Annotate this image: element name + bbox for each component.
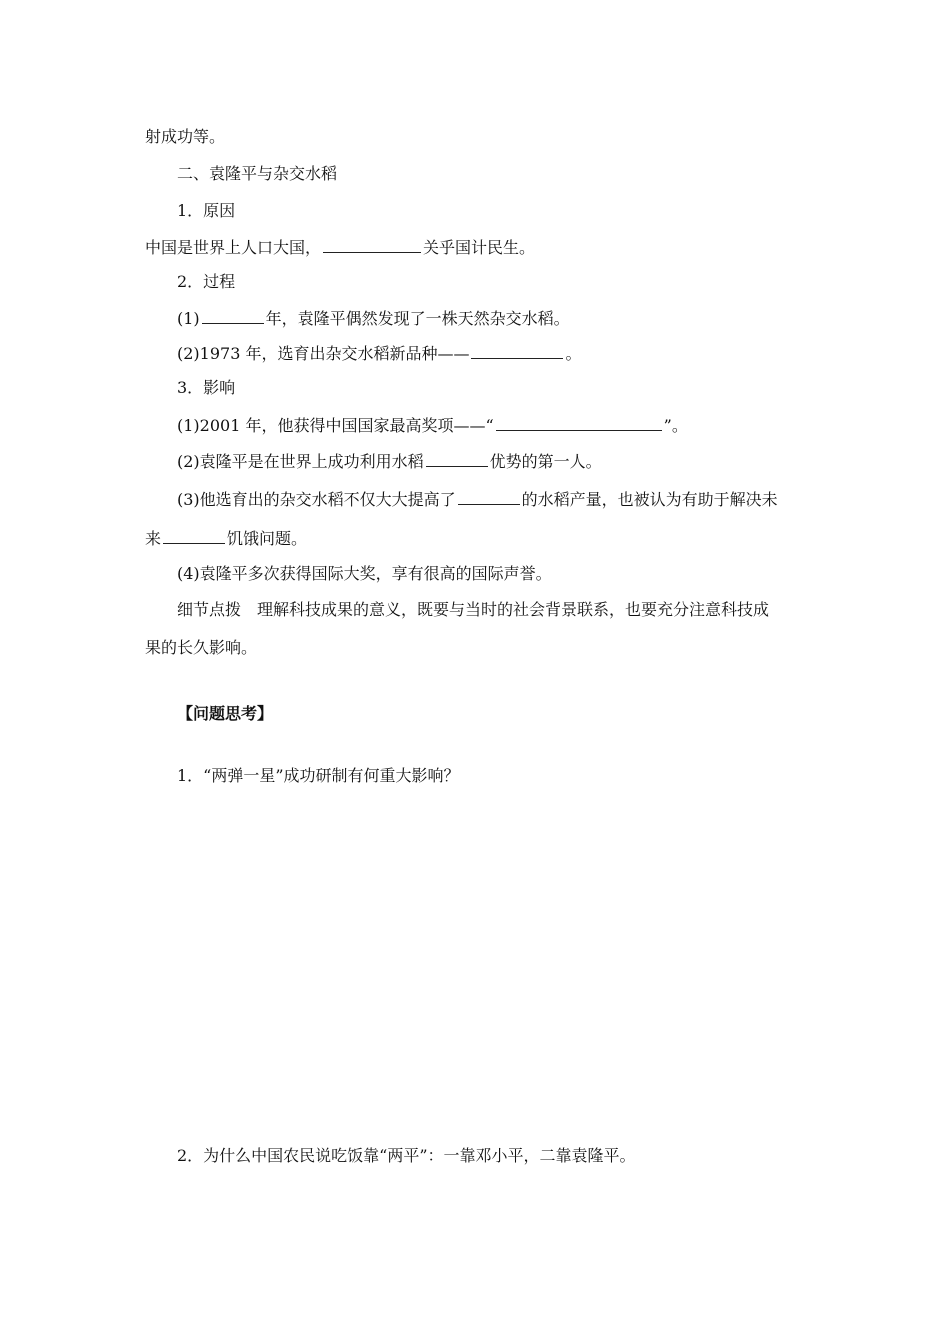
subheading-process [177,272,235,292]
tip-text: 果的长久影响。 [145,638,258,657]
section-title: 二、袁隆平与杂交水稻 [177,164,338,183]
fill-line-influence-3 [177,489,778,510]
line-text: 饥饿问题。 [227,529,308,548]
line-text: 射成功等。 [145,127,226,146]
tip-text: 细节点拨 理解科技成果的意义，既要与当时的社会背景联系，也要充分注意科技成 [177,600,770,619]
line-text: (1)2001 年，他获得中国国家最高奖项——“ [177,416,494,435]
question-1 [177,766,460,786]
answer-blank[interactable] [496,415,662,431]
text-line-influence-4 [177,564,552,584]
subheading-text: 2．过程 [177,272,236,291]
fill-line-influence-3-cont [145,528,307,549]
line-text: 关乎国计民生。 [423,238,536,257]
line-text: (1) [177,309,200,328]
line-text: 来 [145,529,162,548]
answer-blank[interactable] [471,343,563,359]
answer-blank[interactable] [458,489,520,505]
answer-blank[interactable] [426,451,488,467]
line-text: (2)1973 年，选育出杂交水稻新品种—— [177,344,470,363]
question-2 [177,1146,636,1166]
line-text: 。 [565,344,582,363]
fill-line-influence-2 [177,451,602,472]
answer-blank[interactable] [202,308,264,324]
subheading-text: 3．影响 [177,378,236,397]
question-section-heading [177,704,273,724]
line-text: 年，袁隆平偶然发现了一株天然杂交水稻。 [265,309,570,328]
line-text: (4)袁隆平多次获得国际大奖，享有很高的国际声誉。 [177,564,552,583]
question-text: 2．为什么中国农民说吃饭靠“两平”：一靠邓小平，二靠袁隆平。 [177,1146,636,1165]
line-text: 的水稻产量，也被认为有助于解决未 [521,490,778,509]
answer-blank[interactable] [323,237,421,253]
section-heading [177,164,337,184]
line-text: 优势的第一人。 [489,452,602,471]
line-text: (3)他选育出的杂交水稻不仅大大提高了 [177,490,456,509]
fill-line-reason [145,237,535,258]
line-text: ”。 [663,416,688,435]
subheading-text: 1．原因 [177,201,236,220]
subheading-reason [177,201,235,221]
text-line-continuation [145,127,225,147]
detail-tip [177,600,769,620]
question-text: 1．“两弹一星”成功研制有何重大影响？ [177,766,460,785]
line-text: (2)袁隆平是在世界上成功利用水稻 [177,452,424,471]
heading-text: 【问题思考】 [177,704,274,723]
answer-blank[interactable] [163,528,225,544]
detail-tip-cont [145,638,257,658]
line-text: 中国是世界上人口大国， [145,238,322,257]
fill-line-influence-1 [177,415,688,436]
subheading-influence [177,378,235,398]
fill-line-process-1 [177,308,570,329]
fill-line-process-2 [177,343,582,364]
